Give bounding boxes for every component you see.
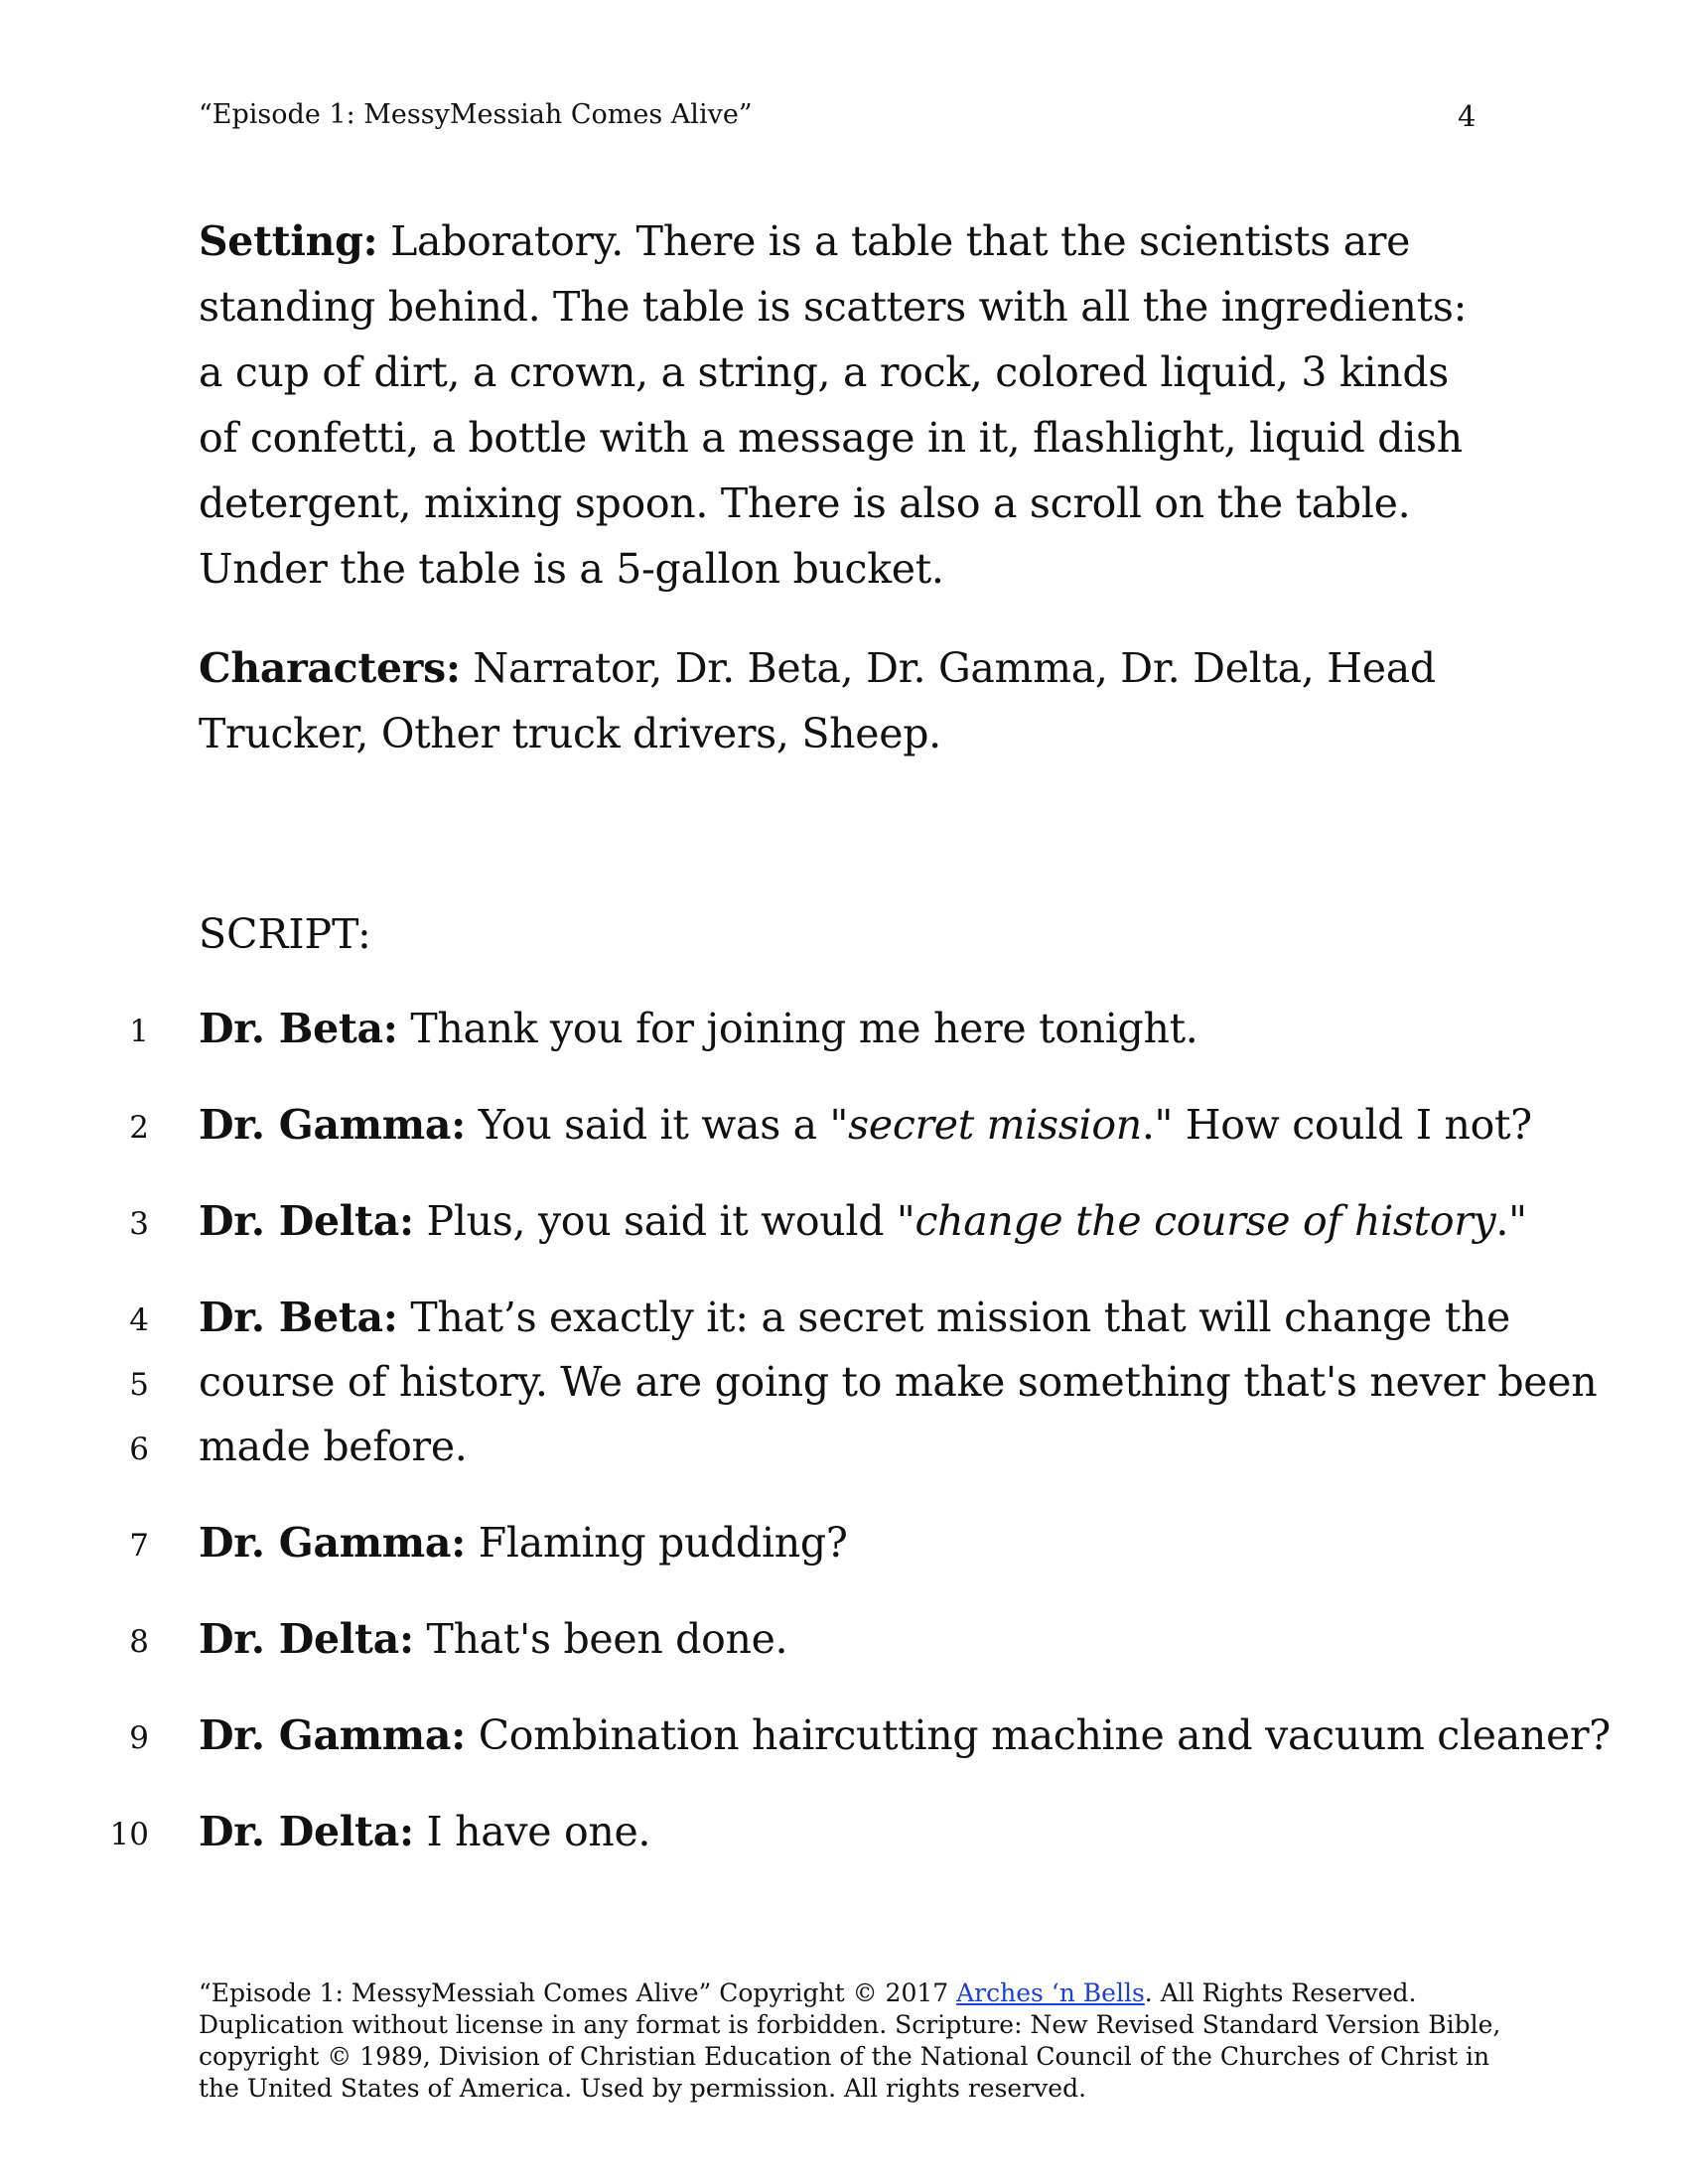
speaker-name: Dr. Delta: xyxy=(199,1808,414,1855)
line-text xyxy=(199,1188,1527,1254)
line-number: 10 xyxy=(109,1817,149,1852)
characters-paragraph xyxy=(199,635,1499,766)
setting-paragraph xyxy=(199,208,1499,602)
dialogue-text: Flaming pudding? xyxy=(466,1519,848,1567)
script-heading: SCRIPT: xyxy=(199,910,371,958)
dialogue-text-after: ." xyxy=(1495,1197,1527,1245)
page-number: 4 xyxy=(1458,99,1477,133)
line-number: 5 xyxy=(129,1367,149,1403)
line-text xyxy=(199,1349,1598,1415)
speaker-name: Dr. Delta: xyxy=(199,1197,414,1245)
speaker-name: Dr. Gamma: xyxy=(199,1519,466,1567)
dialogue-emphasis: secret mission xyxy=(848,1101,1142,1149)
dialogue-text: Plus, you said it would " xyxy=(413,1197,915,1245)
line-number: 9 xyxy=(129,1720,149,1756)
dialogue-emphasis: change the course of history xyxy=(914,1197,1496,1245)
line-text xyxy=(199,1285,1509,1350)
line-number: 2 xyxy=(129,1110,149,1146)
line-text xyxy=(199,1799,1509,1864)
running-header-title: “Episode 1: MessyMessiah Comes Alive” xyxy=(199,99,753,130)
dialogue-text: Combination haircutting machine and vacuum cleaner? xyxy=(466,1711,1611,1759)
line-number: 3 xyxy=(129,1206,149,1242)
line-number: 1 xyxy=(129,1014,149,1049)
dialogue-text: That's been done. xyxy=(413,1615,788,1663)
dialogue-text-after: ." How could I not? xyxy=(1141,1101,1532,1149)
line-text xyxy=(199,1414,1509,1479)
line-number: 4 xyxy=(129,1302,149,1338)
line-text xyxy=(199,1606,1509,1672)
line-number: 7 xyxy=(129,1528,149,1564)
speaker-name: Dr. Beta: xyxy=(199,1294,398,1341)
dialogue-text: You said it was a " xyxy=(466,1101,849,1149)
characters-label: Characters: xyxy=(199,644,461,692)
speaker-name: Dr. Beta: xyxy=(199,1005,398,1052)
footer-text-before-link: “Episode 1: MessyMessiah Comes Alive” Copyright © 2017 xyxy=(199,1979,957,2007)
speaker-name: Dr. Delta: xyxy=(199,1615,414,1663)
setting-text: Laboratory. There is a table that the scientists are standing behind. The table is scatters with all the ingredients: a cup of dirt, a crown, a string, a rock, colored liquid, 3 kinds of confetti, a bottle with a message in it, flashlight, liquid dish detergent, mixing spoon. There is also a scroll on the table. Under the table is a 5-gallon bucket. xyxy=(199,217,1468,593)
speaker-name: Dr. Gamma: xyxy=(199,1711,466,1759)
dialogue-text: made before. xyxy=(199,1423,468,1470)
dialogue-text: Thank you for joining me here tonight. xyxy=(397,1005,1198,1052)
dialogue-text: course of history. We are going to make something that's never been xyxy=(199,1358,1598,1406)
dialogue-text: I have one. xyxy=(413,1808,651,1855)
characters-text: Narrator, Dr. Beta, Dr. Gamma, Dr. Delta, Head Trucker, Other truck drivers, Sheep. xyxy=(199,644,1436,757)
speaker-name: Dr. Gamma: xyxy=(199,1101,466,1149)
line-text xyxy=(199,1703,1611,1768)
dialogue-text: That’s exactly it: a secret mission that will change the xyxy=(397,1294,1510,1341)
line-text xyxy=(199,996,1509,1061)
setting-label: Setting: xyxy=(199,217,378,265)
line-number: 6 xyxy=(129,1432,149,1467)
copyright-footer xyxy=(199,1978,1509,2105)
line-text xyxy=(199,1510,1509,1575)
footer-text-after-link: . All Rights Reserved. Duplication without license in any format is forbidden. Scripture: New Revised Standard Version Bible, copyright © 1989, Division of Christian Education of the National Council of the Churches of Christ in the United States of America. Used by permission. All rights reserved. xyxy=(199,1979,1501,2103)
line-text xyxy=(199,1092,1532,1158)
line-number: 8 xyxy=(129,1624,149,1660)
arches-n-bells-link[interactable]: Arches ‘n Bells xyxy=(956,1979,1145,2007)
